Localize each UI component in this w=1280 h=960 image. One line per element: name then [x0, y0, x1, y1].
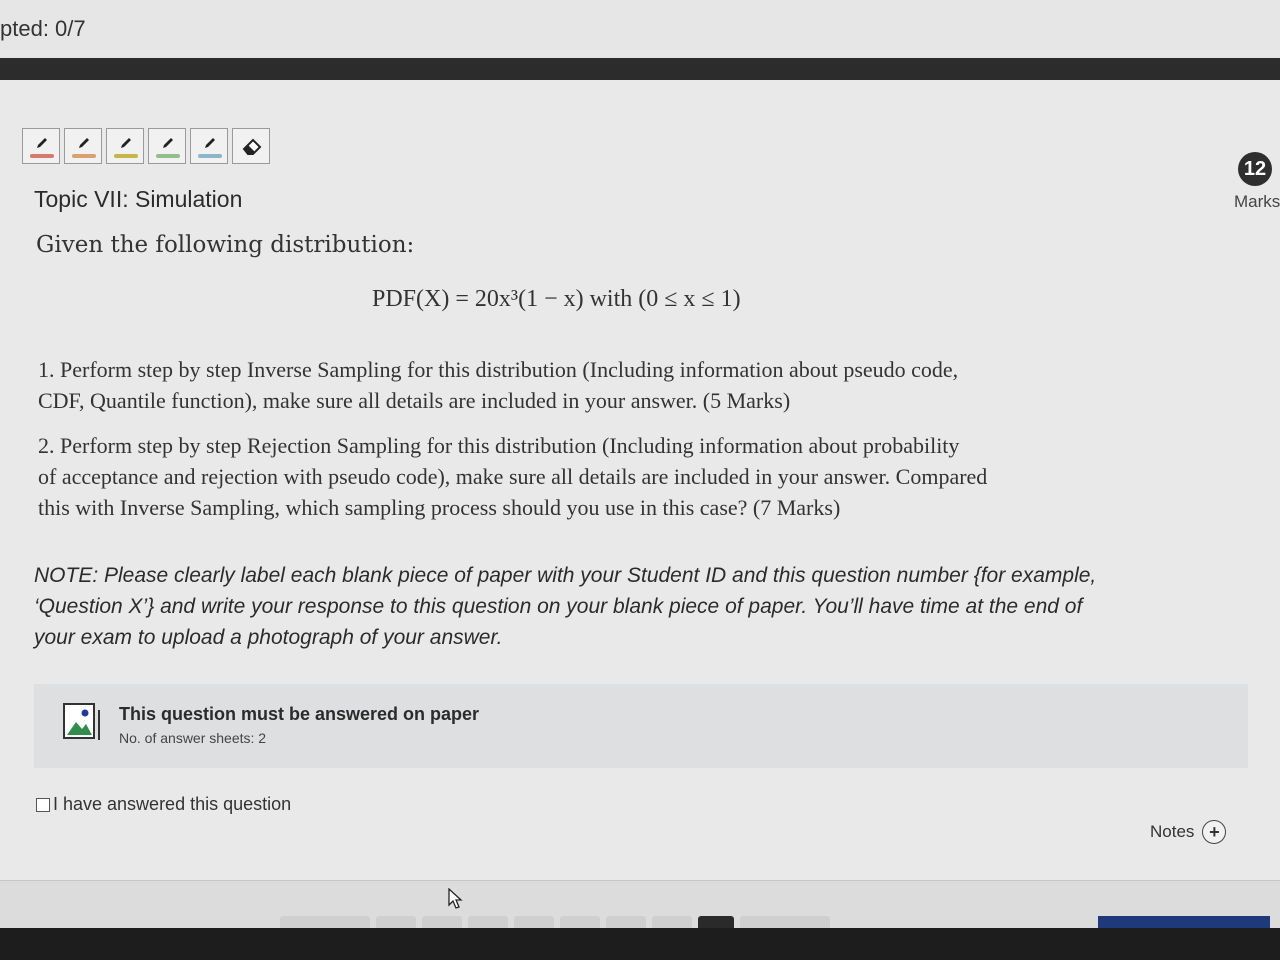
- orange-pen-button[interactable]: [64, 128, 102, 164]
- eraser-icon: [241, 135, 263, 157]
- paper-upload-icon: [62, 702, 104, 742]
- nav-tab[interactable]: [422, 916, 462, 928]
- top-bar: [0, 0, 1280, 58]
- bottom-bar: [0, 928, 1280, 960]
- question-card: [0, 80, 1280, 881]
- pen-icon: [119, 136, 133, 150]
- answered-label: I have answered this question: [53, 794, 292, 814]
- notes-label: Notes: [1150, 822, 1195, 841]
- pen-icon: [35, 136, 49, 150]
- nav-tab[interactable]: [376, 916, 416, 928]
- submit-bar[interactable]: [1098, 916, 1270, 928]
- nav-tab[interactable]: [468, 916, 508, 928]
- header-band: [0, 58, 1280, 80]
- orange-swatch: [72, 154, 96, 158]
- red-swatch: [30, 154, 54, 158]
- blue-swatch: [198, 154, 222, 158]
- question-note: NOTE: Please clearly label each blank piece of paper with your Student ID and this question number {for example, ‘Question X’} and write your response to this question on your blank piece of paper. You’ll have time at the end of your exam to upload a photograph of your answer.: [34, 564, 1097, 649]
- nav-tab[interactable]: [560, 916, 600, 928]
- part-1-line: CDF, Quantile function), make sure all details are included in your answer. (5 Marks): [38, 388, 791, 413]
- question-intro: Given the following distribution:: [36, 232, 415, 258]
- pen-icon: [161, 136, 175, 150]
- marks-label: Marks: [1234, 192, 1280, 211]
- nav-tab[interactable]: [652, 916, 692, 928]
- pen-icon: [203, 136, 217, 150]
- mouse-cursor-icon: [448, 888, 464, 910]
- part-1-line: 1. Perform step by step Inverse Sampling for this distribution (Including information about pseudo code,: [38, 357, 959, 382]
- pen-icon: [77, 136, 91, 150]
- question-part-2: [38, 430, 1158, 523]
- part-2-line: 2. Perform step by step Rejection Sampling for this distribution (Including information about probability: [38, 433, 960, 458]
- green-pen-button[interactable]: [148, 128, 186, 164]
- answered-checkbox-row[interactable]: [36, 794, 291, 815]
- question-navigation: [280, 916, 830, 928]
- pdf-formula: PDF(X) = 20x³(1 − x) with (0 ≤ x ≤ 1): [372, 286, 741, 312]
- question-part-1: [38, 354, 1158, 416]
- plus-icon: +: [1202, 820, 1226, 844]
- marks-badge: 12: [1238, 152, 1272, 186]
- answered-checkbox[interactable]: [36, 798, 50, 812]
- notes-button[interactable]: [1150, 820, 1226, 844]
- eraser-button[interactable]: [232, 128, 270, 164]
- answer-sheets-count: No. of answer sheets: 2: [119, 730, 267, 746]
- attempted-count: pted: 0/7: [0, 16, 86, 41]
- paper-title: This question must be answered on paper: [119, 704, 480, 724]
- annotation-toolbar: [22, 128, 270, 164]
- blue-pen-button[interactable]: [190, 128, 228, 164]
- nav-tab[interactable]: [606, 916, 646, 928]
- paper-answer-box: [34, 684, 1248, 768]
- question-topic: Topic VII: Simulation: [34, 186, 243, 212]
- nav-tab[interactable]: [280, 916, 370, 928]
- yellow-swatch: [114, 154, 138, 158]
- nav-tab-current[interactable]: [698, 916, 734, 928]
- yellow-pen-button[interactable]: [106, 128, 144, 164]
- red-pen-button[interactable]: [22, 128, 60, 164]
- nav-tab[interactable]: [740, 916, 830, 928]
- part-2-line: this with Inverse Sampling, which sampling process should you use in this case? (7 Marks): [38, 495, 841, 520]
- nav-tab[interactable]: [514, 916, 554, 928]
- green-swatch: [156, 154, 180, 158]
- part-2-line: of acceptance and rejection with pseudo code), make sure all details are included in your answer. Compared: [38, 464, 988, 489]
